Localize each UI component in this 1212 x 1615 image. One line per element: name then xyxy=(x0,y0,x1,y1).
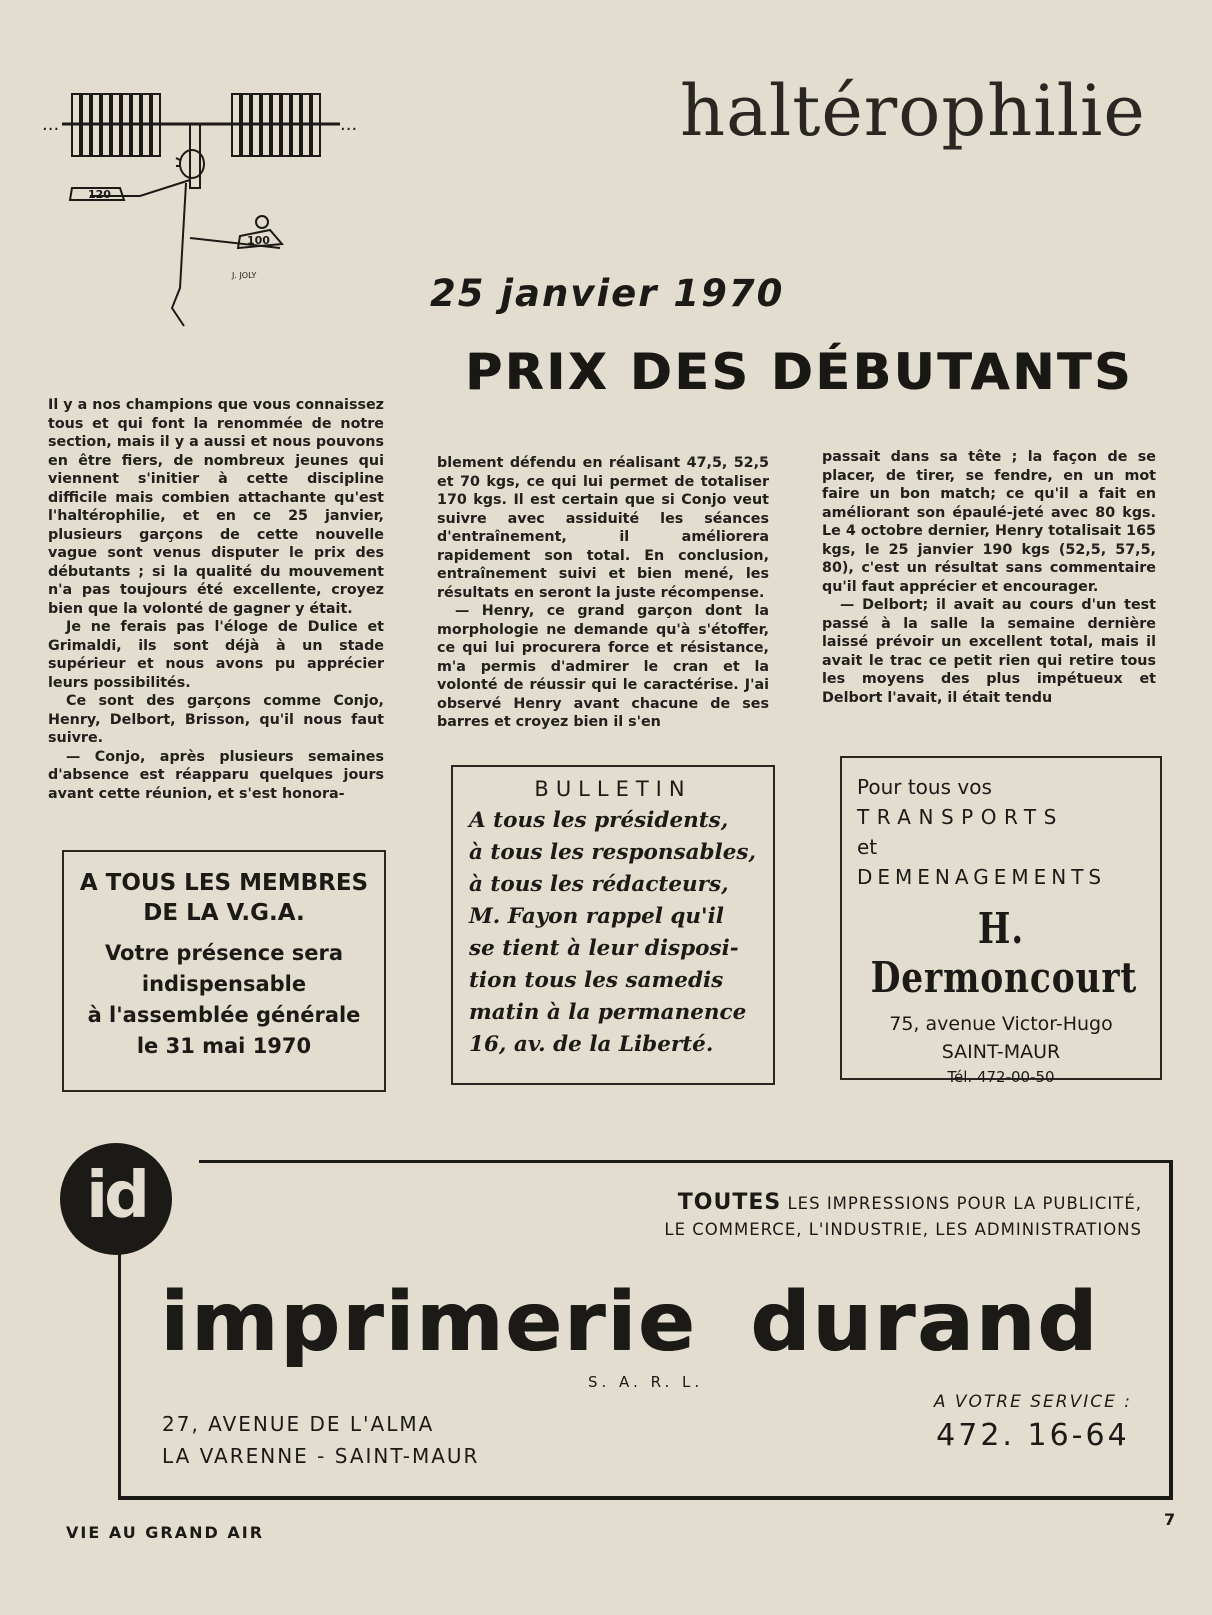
bulletin-line: matin à la permanence xyxy=(469,1000,747,1025)
bulletin-line: M. Fayon rappel qu'il xyxy=(469,904,724,929)
printer-ad-tagline xyxy=(664,1190,1142,1243)
bulletin-heading: BULLETIN xyxy=(534,777,692,801)
transport-ad-line: DEMENAGEMENTS xyxy=(857,865,1107,889)
notice-body xyxy=(64,938,384,1062)
notice-heading-line: A TOUS LES MEMBRES xyxy=(79,870,369,896)
paragraph: blement défendu en réalisant 47,5, 52,5 et 70 kgs, ce qui lui permet de totaliser 170 kgs. Il est certain que si Conjo veut suivre avec assiduité les séances d'entraînement, il améliorera rapidement son total. En conclusion, entraînement suivi et bien mené, les résultats en seront la juste récompense. xyxy=(437,455,769,601)
section-title: haltérophilie xyxy=(680,70,1146,152)
article-date: 25 janvier 1970 xyxy=(430,272,785,315)
bulletin-line: tion tous les samedis xyxy=(469,968,724,993)
address-line: 27, AVENUE DE L'ALMA xyxy=(162,1412,435,1436)
transport-ad-line: TRANSPORTS xyxy=(857,805,1064,829)
transport-ad-line: et xyxy=(857,835,878,859)
article-column-3 xyxy=(822,448,1156,707)
notice-heading xyxy=(64,868,384,928)
weight-right-label: 100 xyxy=(247,234,270,247)
address-line: SAINT-MAUR xyxy=(941,1041,1061,1063)
tagline-line: LE COMMERCE, L'INDUSTRIE, LES ADMINISTRATIONS xyxy=(664,1220,1142,1239)
bulletin-body xyxy=(469,805,759,1061)
printer-address xyxy=(162,1408,479,1472)
address-line: 75, avenue Victor-Hugo xyxy=(889,1013,1113,1035)
ad-frame-top-border xyxy=(199,1160,1169,1163)
id-logo: id xyxy=(60,1143,172,1255)
bulletin-line: A tous les présidents, xyxy=(469,808,729,833)
notice-line: Votre présence sera xyxy=(104,941,344,965)
paragraph: Ce sont des garçons comme Conjo, Henry, Delbort, Brisson, qu'il nous faut suivre. xyxy=(48,693,384,746)
printer-phone: 472. 16-64 xyxy=(936,1418,1130,1453)
paragraph: Il y a nos champions que vous connaissez tous et qui font la renommée de notre section, mais il y a aussi et nous pouvons en être fiers, de nombreux jeunes qui viennent s'initier à cette discipline difficile mais combien attachante qu'est l'haltérophilie, et en ce 25 janvier, plusieurs garçons de cette nouvelle vague sont venus disputer le prix des débutants ; si la qualité du mouvement n'a pas toujours été excellente, croyez bien que la volonté de gagner y était. xyxy=(48,397,384,617)
bulletin-box xyxy=(451,765,775,1085)
paragraph: — Delbort; il avait au cours d'un test passé à la salle la semaine dernière laissé prévoir un excellent total, mais il avait le trac ce petit rien qui retire tous les moyens des plus impétueux et Delbort l'avait, il était tendu xyxy=(822,597,1156,706)
service-label: A VOTRE SERVICE : xyxy=(933,1392,1132,1412)
printer-service xyxy=(934,1392,1132,1453)
address-line: LA VARENNE - SAINT-MAUR xyxy=(162,1444,480,1468)
notice-line: le 31 mai 1970 xyxy=(136,1034,312,1058)
page-number: 7 xyxy=(1164,1510,1176,1529)
paragraph: passait dans sa tête ; la façon de se placer, de tirer, se fendre, en un mot faire un bon match; ce qu'il a fait en améliorant son épaulé-jeté avec 80 kgs. Le 4 octobre dernier, Henry totalisait 165 kgs, le 25 janvier 190 kgs (52,5, 57,5, 80), c'est un résultat sans commentaire qu'il faut apprécier et encourager. xyxy=(822,449,1156,595)
notice-line: à l'assemblée générale xyxy=(87,1003,361,1027)
article-title: PRIX DES DÉBUTANTS xyxy=(465,343,1134,401)
tagline-emphasis: TOUTES xyxy=(677,1190,782,1215)
svg-text:...: ... xyxy=(340,114,358,135)
bulletin-line: 16, av. de la Liberté. xyxy=(469,1032,714,1057)
printer-name: imprimerie durand xyxy=(160,1275,1099,1370)
printer-legal-form: S. A. R. L. xyxy=(588,1373,704,1391)
transport-ad-line: Pour tous vos xyxy=(857,775,992,799)
notice-line: indispensable xyxy=(141,972,307,996)
transport-phone: Tél. 472-00-50 xyxy=(947,1068,1055,1086)
bulletin-line: à tous les responsables, xyxy=(469,840,756,865)
bulletin-line: se tient à leur disposi- xyxy=(469,936,739,961)
transport-ad-box xyxy=(840,756,1162,1086)
weight-left-label: 120 xyxy=(88,188,111,201)
illustrator-signature: J. JOLY xyxy=(232,271,257,280)
paragraph: Je ne ferais pas l'éloge de Dulice et Grimaldi, ils sont déjà à un stade supérieur et nous avons pu apprécier leurs possibilités. xyxy=(48,619,384,691)
paragraph: — Conjo, après plusieurs semaines d'absence est réapparu quelques jours avant cette réunion, et s'est honora- xyxy=(48,748,384,802)
notice-heading-line: DE LA V.G.A. xyxy=(143,900,305,926)
tagline-line: LES IMPRESSIONS POUR LA PUBLICITÉ, xyxy=(787,1194,1142,1213)
members-notice-box xyxy=(62,850,386,1092)
article-column-1 xyxy=(48,396,384,803)
weightlifter-illustration xyxy=(40,88,370,338)
publication-name: VIE AU GRAND AIR xyxy=(66,1523,265,1542)
transport-company-name: H. Dermoncourt xyxy=(870,904,1138,1002)
paragraph: — Henry, ce grand garçon dont la morphologie ne demande qu'à s'étoffer, ce qui lui procurera force et résistance, m'a permis d'admirer le cran et la volonté de réussir qui le caractérise. J'ai observé Henry avant chacune de ses barres et croyez bien il s'en xyxy=(437,603,769,730)
article-column-2 xyxy=(437,454,769,732)
transport-address xyxy=(842,1010,1160,1066)
bulletin-line: à tous les rédacteurs, xyxy=(469,872,729,897)
svg-text:...: ... xyxy=(42,114,60,135)
